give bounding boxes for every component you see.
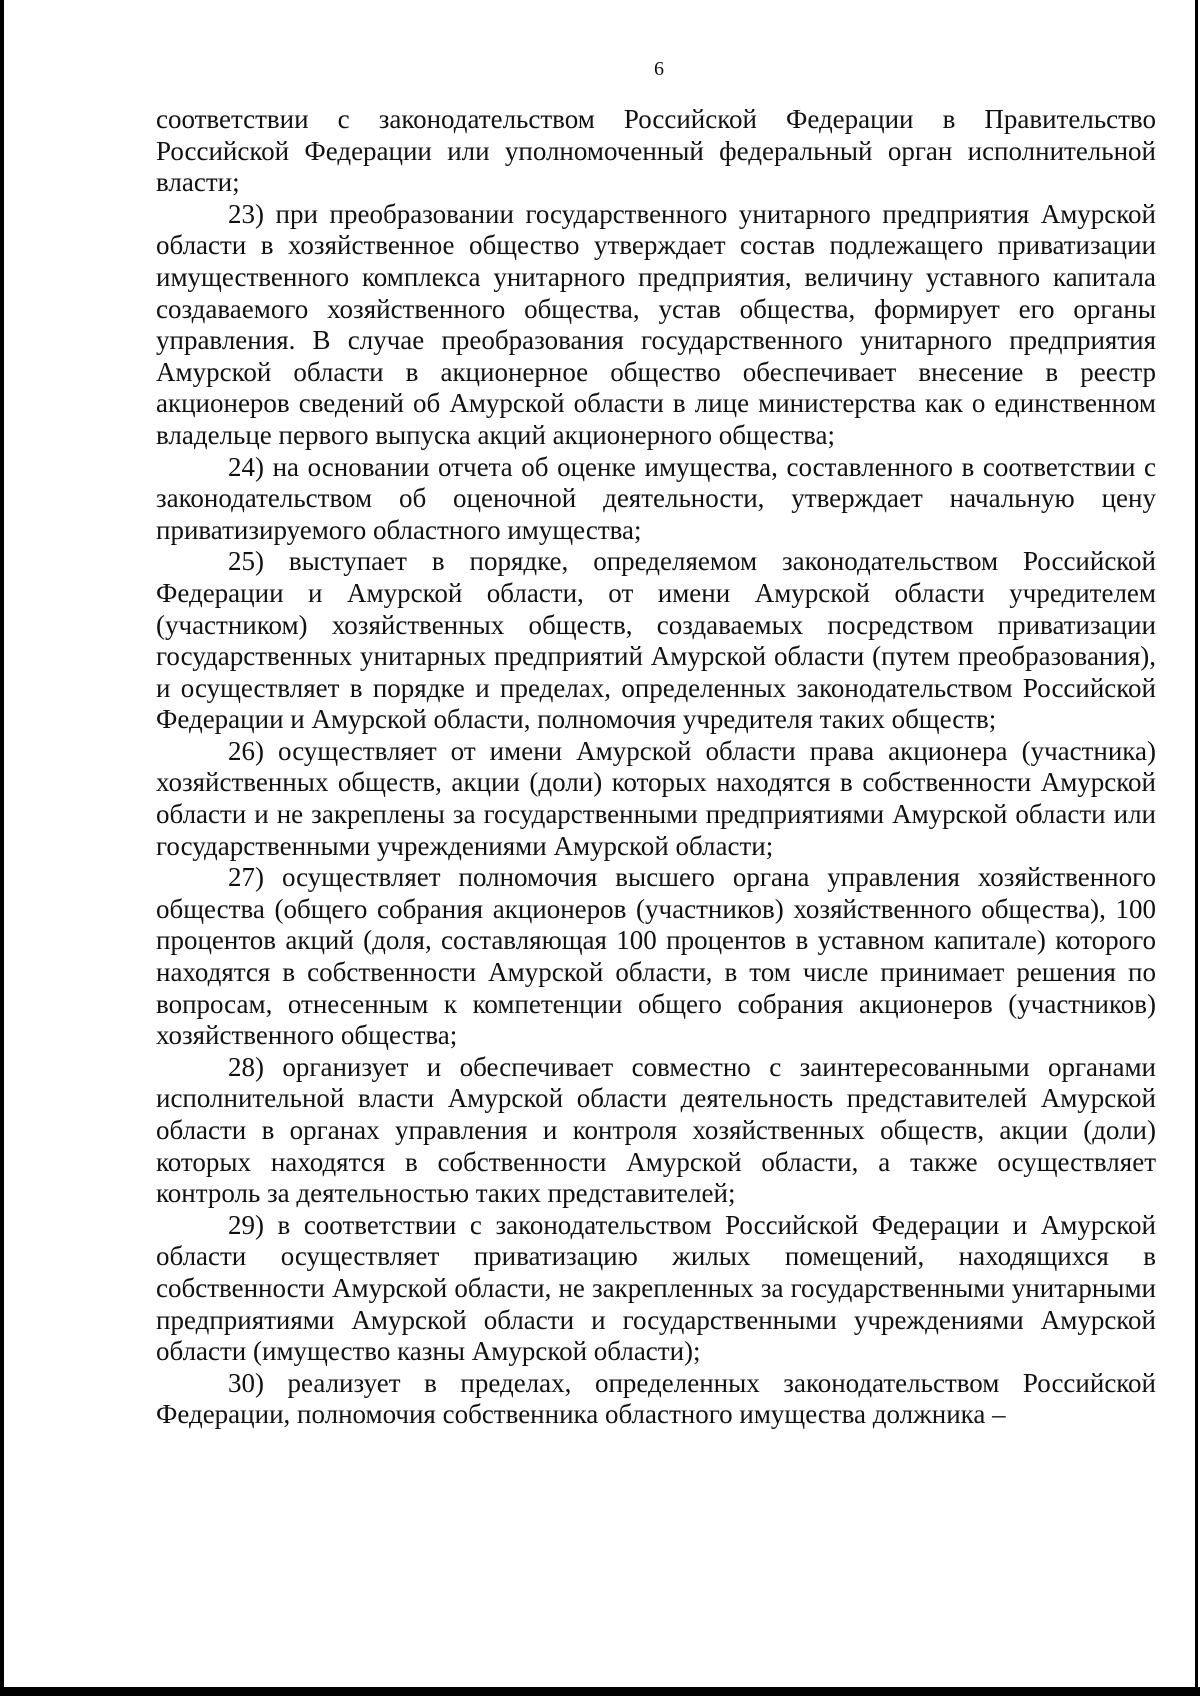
list-item-28: 28) организует и обеспечивает совместно с заинтересованными органами исполнительной власти Амурской области деятельность представителей Амурской области в органах управления и контроля хозяйственных обществ, акции (доли) которых находятся в собственности Амурской области, а также осуществляет контроль за деятельностью таких представителей; xyxy=(156,1051,1156,1209)
list-item-27: 27) осуществляет полномочия высшего органа управления хозяйственного общества (общего собрания акционеров (участников) хозяйственного общества), 100 процентов акций (доля, составляющая 100 процентов в уставном капитале) которого находятся в собственности Амурской области, в том числе принимает решения по вопросам, отнесенным к компетенции общего собрания акционеров (участников) хозяйственного общества; xyxy=(156,862,1156,1051)
list-item-30: 30) реализует в пределах, определенных законодательством Российской Федерации, полномочия собственника областного имущества должника – xyxy=(156,1367,1156,1430)
list-item-24: 24) на основании отчета об оценке имущества, составленного в соответствии с законодательством об оценочной деятельности, утверждает начальную цену приватизируемого областного имущества; xyxy=(156,451,1156,545)
list-item-29: 29) в соответствии с законодательством Российской Федерации и Амурской области осуществляет приватизацию жилых помещений, находящихся в собственности Амурской области, не закрепленных за государственными унитарными предприятиями Амурской области и государственными учреждениями Амурской области (имущество казны Амурской области); xyxy=(156,1209,1156,1367)
scan-border-left xyxy=(0,0,4,1696)
page-number: 6 xyxy=(654,58,664,80)
paragraph-continuation: соответствии с законодательством Российской Федерации в Правительство Российской Федерации или уполномоченный федеральный орган исполнительной власти; xyxy=(156,104,1156,198)
list-item-26: 26) осуществляет от имени Амурской области права акционера (участника) хозяйственных обществ, акции (доли) которых находятся в собственности Амурской области и не закреплены за государственными предприятиями Амурской области или государственными учреждениями Амурской области; xyxy=(156,735,1156,861)
scan-border-right xyxy=(1195,0,1198,1696)
scan-border-bottom xyxy=(0,1687,1200,1696)
list-item-23: 23) при преобразовании государственного унитарного предприятия Амурской области в хозяйственное общество утверждает состав подлежащего приватизации имущественного комплекса унитарного предприятия, величину уставного капитала создаваемого хозяйственного общества, устав общества, формирует его органы управления. В случае преобразования государственного унитарного предприятия Амурской области в акционерное общество обеспечивает внесение в реестр акционеров сведений об Амурской области в лице министерства как о единственном владельце первого выпуска акций акционерного общества; xyxy=(156,198,1156,450)
list-item-25: 25) выступает в порядке, определяемом законодательством Российской Федерации и Амурской области, от имени Амурской области учредителем (участником) хозяйственных обществ, создаваемых посредством приватизации государственных унитарных предприятий Амурской области (путем преобразования), и осуществляет в порядке и пределах, определенных законодательством Российской Федерации и Амурской области, полномочия учредителя таких обществ; xyxy=(156,546,1156,735)
document-body xyxy=(156,104,1156,1431)
